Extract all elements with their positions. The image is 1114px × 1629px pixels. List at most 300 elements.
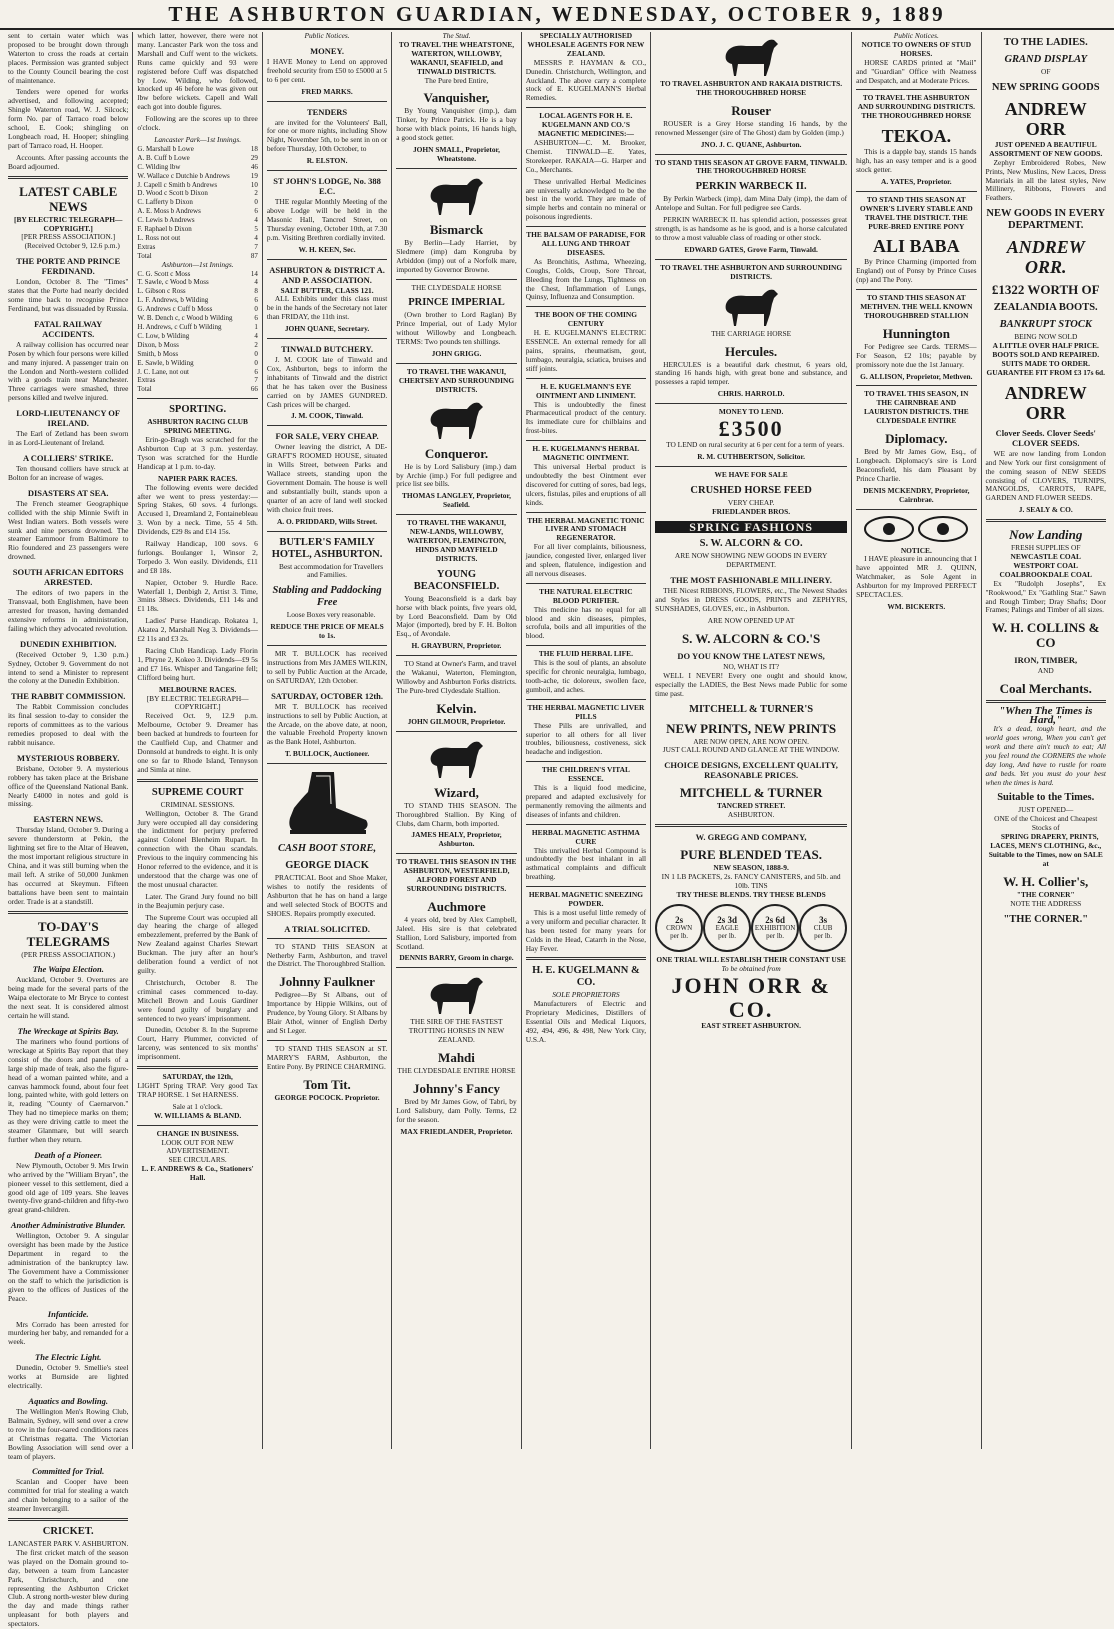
ad-heading: "When The Times is Hard," [999,705,1093,727]
blend-name: EAGLE [715,923,739,932]
batsman-name: C. Low, b Wilding [137,331,190,340]
blend-unit: per lb. [670,931,689,940]
scorecard-row [137,296,257,305]
scorecard-row [137,368,257,377]
batsman-runs: 2 [254,340,258,349]
ad-signature: A. YATES, Proprietor. [881,176,952,186]
section-subheading: ASHBURTON RACING CLUB SPRING MEETING. [147,417,248,436]
ad-signature: JOHN GILMOUR, Proprietor. [407,716,506,726]
horse-icon [421,173,491,217]
ad-heading: ANDREW ORR [1004,98,1087,139]
article-heading: A COLLIERS' STRIKE. [22,453,114,463]
article-heading: DISASTERS AT SEA. [27,487,109,498]
ad-text: AND [1037,666,1054,676]
horse-name: Hercules. [725,343,778,359]
ad-heading: £1322 WORTH OF [991,282,1100,298]
section-heading: TO-DAY'S TELEGRAMS [26,918,110,949]
ad-signature: T. BULLOCK, Auctioneer. [284,749,370,759]
ad-signature: WM. BICKERTS. [887,601,946,611]
ad-heading: THE BALSAM OF PARADISE, FOR ALL LUNG AND THROAT DISEASES. [526,230,646,257]
article-text: The Rabbit Commission concludes its final session to-day to consider the reports of committees as to the various remedies proposed to deal with the rabbit nuisance. [8,702,129,747]
ad-text: JUST OPENED— [1018,805,1074,815]
ad-heading: THE NATURAL ELECTRIC BLOOD PURIFIER. [539,586,633,605]
batsman-name: J. Capell c Smith b Andrews [137,180,218,189]
article-text: Accounts. After passing accounts the Board adjourned. [8,152,129,171]
ad-text: THE regular Monthly Meeting of the above Lodge will be held in the Masonic Hall, Tancred Street, on Thursday evening, October 10th, at 7.30 p.m. Visiting Brethren cordially invited. [266,197,388,242]
ad-signature: GEORGE POCOCK. Proprietor. [274,1092,380,1102]
ad-heading: H. E. KUGELMANN'S EYE OINTMENT AND LINIMENT. [536,381,636,400]
horse-name: Johnny Faulkner [279,974,375,990]
ad-heading: MONEY TO LEND. [718,407,784,417]
ad-heading: MITCHELL & TURNER'S [689,703,814,715]
scorecard-row [137,234,257,243]
ad-signature: W. H. KEEN, Sec. [298,244,356,254]
ad-text: By Berlin—Lady Harriet, by Sledmere (imp) dam Kongruba by Arbiddon (imp) out of a Norfolk mare, imported by Governor Browne. [396,237,517,274]
horse-icon [716,284,786,328]
article-text: Mrs Corrado has been arrested for murdering her baby, and remanded for a week. [8,1319,129,1347]
scorecard-row [137,216,257,225]
ad-text: This medicine has no equal for all blood and skin diseases, pimples, scrofula, boils and all impurities of the blood. [525,604,647,641]
horse-name: YOUNG BEACONSFIELD. [413,568,500,592]
ad-text: BEING NOW SOLD [1014,332,1078,342]
ad-heading: NEW GOODS IN EVERY DEPARTMENT. [986,208,1106,232]
article-text: Ten thousand colliers have struck at Bolton for an increase of wages. [8,464,129,482]
ad-text: JUST OPENED A BEAUTIFUL ASSORTMENT OF NEW GOODS. [989,139,1103,158]
ad-text: TO STAND THIS SEASON. The Thoroughbred Stallion. By King of Clubs, dam Charm, both imported. [396,800,517,828]
article-text: which latter, however, there were not many. Lancaster Park won the toss and Marshall and Cuff went to the wickets. Runs came quickly and 93 were registered before Cuff was dispatched by Low. Wilding, who followed, knocked up 46 before he was given out lbw before wickets. Capell and Wall each got into double figures. [137,31,258,112]
ad-text: For all liver complaints, biliousness, jaundice, congested liver, enlarged liver and spleen, flatulence, indigestion and all nervous diseases. [525,542,647,578]
batsman-runs: 7 [254,242,258,251]
ad-text: (Own brother to Lord Raglan) By Prince Imperial, out of Lady Mylor without Willowby and Longbeach. TERMS: Two pounds ten shillings. [396,310,517,347]
ad-signature: JOHN SMALL, Proprietor, Wheatstone. [412,145,500,163]
blend-name: EXHIBITION [754,923,796,932]
scorecard-row [137,385,257,394]
ad-heading: H. E. KUGELMANN & CO. [532,965,640,989]
ad-text: IN 1 LB PACKETS, 2s. FANCY CANISTERS, and 5lb. and 10lb. TINS [661,872,841,890]
section-heading: SUPREME COURT [151,786,244,798]
ad-text: To be obtained from [721,963,781,973]
column-1 [4,31,133,1629]
ad-heading: THE BOON OF THE COMING CENTURY [534,310,638,329]
blend-price: 2s 6d [765,914,785,925]
scorecard-heading: Lancaster Park—1st Innings. [154,134,242,144]
horse-name: PERKIN WARBECK II. [695,181,807,193]
tea-blend-badge [655,904,703,952]
ad-heading: FOR SALE, VERY CHEAP. [275,431,379,442]
article-heading: Infanticide. [47,1308,89,1319]
scorecard-row [137,332,257,341]
ad-text: The Pure bred Entire, [424,75,489,85]
batsman-name: Extras [137,376,156,385]
section-subheading: LANCASTER PARK V. ASHBURTON. [8,1539,129,1549]
batsman-name: E. Sawle, b Wilding [137,358,194,367]
ad-text: LOOK OUT FOR NEW ADVERTISEMENT. [161,1137,234,1156]
ad-text: H. E. KUGELMANN'S ELECTRIC ESSENCE. An external remedy for all pains, sprains, rheumatism, gout, lumbago, neuralgia, sciatica, bruises and stiff joints. [525,328,647,373]
ad-heading: S. W. ALCORN & CO. [699,538,803,550]
ad-heading: A TRIAL SOLICITED. [284,923,370,934]
article-text: Tenders were opened for works advertised, and following accepted; Shingle Waterton road, W. J. Silcock; form No. par of Tarraco road below school, E. Cook; shingling on Longbeach road, H. Hooper; shingling part of Tarraco road, H. Hooper. [8,87,129,150]
boot-icon [282,768,372,838]
section-heading: Public Notices. [893,31,939,40]
batsman-name: W. Wallace c Dutchie b Andrews [137,171,230,180]
ad-heading: ASHBURTON & DISTRICT A. AND P. ASSOCIATION. [269,264,385,285]
ad-heading: NEW SPRING GOODS [991,81,1100,93]
horse-name: TEKOA. [881,126,952,147]
section-subheading: [BY ELECTRIC TELEGRAPH—COPYRIGHT.] [14,214,123,233]
ad-text: HORSE CARDS printed at "Mail" and "Guardian" Office with Neatness and Despatch, and at Moderate Prices. [856,57,977,85]
ad-heading: HERBAL MAGNETIC SNEEZING POWDER. [528,890,643,909]
article-text: The first cricket match of the season was played on the Domain ground to-day, between a team from Lancaster Park, Christchurch, and one representing the Ashburton Cricket Club. A strong north-wester blew during the day and made things rather unpleasant for both players and spectators. [8,1547,129,1629]
batsman-runs: 0 [254,358,258,367]
horse-name: Mahdi [438,1050,475,1066]
section-heading: SPORTING. [169,404,227,416]
article-heading: THE RABBIT COMMISSION. [11,691,126,702]
blend-price: 2s 3d [717,914,737,925]
ad-heading: "THE CORNER." [1003,913,1089,925]
ad-text: Bred by Mr James Gow, Esq., of Longbeach. Diplomacy's sire is Lord Beaconsfield, his dam Pleasant by Prince Charlie. [856,447,977,483]
scorecard-row [137,172,257,181]
column-8 [982,32,1110,1449]
ad-text: WELL I NEVER! Every one ought and should know, especially the LADIES, the Best News made Public for some time past. [655,670,848,698]
ad-text: Pedigree—By St Albans, out of Importance by Hippie Wilkins, out of Prudence, by Young Glory. St Albans by Blair Athol, winner of English Derby and St Leger. [266,990,388,1035]
ad-text: I HAVE Money to Lend on approved freehold security from £50 to £5000 at 5 to 6 per cent. [266,56,388,84]
article-heading: MYSTERIOUS ROBBERY. [17,752,120,763]
horse-name: Conqueror. [424,445,489,461]
ad-signature: FRED MARKS. [301,86,353,96]
scorecard-row [137,314,257,323]
batsman-name: L. F. Andrews, b Wilding [137,296,209,305]
ad-subheading: SALT BUTTER, CLASS 121. [280,285,374,295]
batsman-name: T. Sawle, c Wood b Moss [137,278,209,287]
ad-heading: TO STAND THIS SEASON AT GROVE FARM, TINWALD. THE THOROUGHBRED HORSE [655,157,848,176]
ad-heading: NEW PRINTS, NEW PRINTS [666,720,837,736]
columns [4,31,1110,1629]
ad-text: MR T. BULLOCK has received instructions to sell by Public Auction, at the Arcade, on the above date, at noon, the valuable Freehold Property known as the Bank Hotel, Ashburton. [266,701,388,747]
ad-text: These unrivalled Herbal Medicines are universally acknowledged to be the best in the world. They are made of simple herbs and contain no mineral or poisonous ingredients. [525,176,647,222]
blend-unit: per lb. [814,931,833,940]
ad-text: ARE NOW SHOWING NEW GOODS IN EVERY DEPARTMENT. [674,551,828,570]
article-text: New Plymouth, October 9. Mrs Irwin who arrived by the "William Bryan", the pioneer vessel to this settlement, died a good old age of 109 years. She leaves twenty-five grand-children and fifty-two great grand-children. [8,1160,129,1215]
scorecard-row [137,376,257,385]
ad-heading: MONEY. [310,45,345,56]
ad-signature: FRIEDLANDER BROS. [712,506,791,516]
batsman-runs: 4 [254,331,258,340]
horse-icon [421,397,491,441]
ad-heading: THE HERBAL MAGNETIC LIVER PILLS [527,702,645,721]
ad-text: Young Beaconsfield is a dark bay horse with black points, five years old, by Lord Beaconsfield. Dam by Old Major (imported), bred by F. H. Bolton Esq., of Avondale. [396,593,517,639]
article-heading: The Electric Light. [35,1352,102,1363]
ad-heading: TO TRAVEL THE ASHBURTON AND SURROUNDING DISTRICTS. THE THOROUGHBRED HORSE [857,93,975,121]
ad-heading: Now Landing [1009,527,1083,543]
ad-text: This is the soul of plants, an absolute specific for chronic neuralgia, lumbago, tooth-ache, tic doloreux, swollen face, gumboil, and aches. [525,658,647,694]
article-text: (Received October 9, 1.30 p.m.) Sydney, October 9. Government do not intend to send a Minister to represent the colony at the Dunedin Exhibition. [8,649,129,686]
ad-heading: TO TRAVEL THE ASHBURTON AND SURROUNDING DISTRICTS. [660,262,843,281]
ad-signature: JOHN QUANE, Secretary. [284,324,370,334]
ad-text: MESSRS P. HAYMAN & CO., Dunedin. Christchurch, Wellington, and Auckland. The above carry a complete stock of E. KUGELMANN'S Herbal Remedies. [525,57,647,103]
horse-icon [716,34,786,78]
ad-heading: SPECIALLY AUTHORISED WHOLESALE AGENTS FOR NEW ZEALAND. [527,31,645,58]
ad-signature: R. ELSTON. [306,156,348,166]
column-5 [522,32,651,1449]
scorecard-row [137,163,257,172]
ad-heading: ANDREW ORR [1004,382,1087,423]
tea-blends [655,904,847,952]
batsman-name: D. Wood c Scott b Dixon [137,189,208,198]
batsman-name: Extras [137,242,156,251]
ad-text: THE CLYDESDALE HORSE [411,282,502,292]
scorecard-row [137,145,257,154]
section-subheading: [PER PRESS ASSOCIATION.] [21,232,116,242]
article-heading: Aquatics and Bowling. [28,1395,108,1406]
article-text: Wellington, October 9. A singular oversight has been made by the Justice Department in regard to the administration of the bankruptcy law. The Government have a Commissioner on the staff to which the jurisdiction is given to the offices of Justices of the Peace. [8,1231,129,1303]
horse-name: Kelvin. [436,700,477,716]
ad-heading: CRUSHED HORSE FEED [690,484,812,496]
ad-heading: BUTLER'S FAMILY HOTEL, ASHBURTON. [271,536,383,560]
ad-heading: THE FLUID HERBAL LIFE. [538,649,633,659]
spectacles-icon [861,514,971,544]
article-text: The mariners who found portions of wreckage at Spirits Bay report that they consist of the doors and panels of a large ship made of teak, also the figure-head of a woman painted white, and a canvas hammock found, about four feet long, painted white, with gold letters on it, reading "County of Caernarvon." They had no timepiece marks on them; as they were driving cattle to meet the steamer Glanmare, but will search further when they return. [8,1036,129,1144]
ad-signature: W. WILLIAMS & BLAND. [153,1110,242,1120]
scorecard-row [137,323,257,332]
article-text: Racing Club Handicap. Lady Florin 1, Phryne 2, Kokeo 3. Dividends—£9 5s and £7 16s. Whisper and Tangarine fell; Clifford being hurt. [137,646,258,682]
ad-text: THE CLYDESDALE ENTIRE HORSE [397,1066,516,1076]
batsman-name: J. C. Lane, not out [137,367,189,376]
ad-signature: DENIS MCKENDRY, Proprietor, Cairnbrae. [863,485,970,504]
section-subheading: NAPIER PARK RACES. [157,473,238,483]
horse-name: Wizard, [434,784,479,800]
article-heading: DUNEDIN EXHIBITION. [20,638,117,649]
horse-icon [421,736,491,780]
batsman-name: H. Andrews, c Cuff b Wilding [137,323,222,331]
article-text: The editors of two papers in the Transvaal, both Englishmen, have been arrested for treason, having demanded extensive reforms in administration, failing which they advocated revolution. [8,588,129,633]
article-heading: Death of a Pioneer. [34,1149,103,1160]
scorecard-heading: Ashburton—1st Innings. [161,259,234,269]
ad-heading: TO TRAVEL ASHBURTON AND RAKAIA DISTRICTS. THE THOROUGHBRED HORSE [660,79,843,97]
ad-heading: W. H. COLLINS & CO [991,620,1100,651]
batsman-name: Total [137,385,152,394]
ad-text: PERKIN WARBECK II. has splendid action, possesses great strength, is as handsome as he is good, and is a horse calculated to throw a most valuable class of roading or other stock. [655,215,848,242]
horse-name: Johnny's Fancy [412,1081,500,1096]
ad-text: These Pills are unrivalled, and superior to all others for all liver troubles, biliousness, costiveness, sick headache and indigestion. [525,720,647,757]
batsman-runs: 6 [254,207,258,216]
ad-heading: TO TRAVEL THE WAKANUI, NEW-LANDS, WILLOWBY, WATERTON, FLEMINGTON, HINDS AND MAYFIELD DISTRICTS. [406,518,507,563]
ad-text: SEE CIRCULARS. [168,1155,227,1165]
ad-text: Sale at 1 o'clock. [172,1101,223,1111]
article-text: Christchurch, October 8. The criminal cases commenced to-day. Mitchell Brown and Louis Gardiner were found guilty of burglary and sentenced to two years' imprisonment. [137,977,258,1023]
horse-name: PRINCE IMPERIAL [408,297,505,309]
dateline: (Received October 9, 12.6 p.m.) [24,241,120,251]
ad-text: TRY THESE BLENDS. TRY THESE BLENDS [676,889,826,899]
ad-heading: DO YOU KNOW THE LATEST NEWS, [677,650,825,661]
scorecard-row [137,243,257,252]
blend-name: CROWN [666,923,693,932]
ad-text: THE SIRE OF THE FASTEST TROTTING HORSES IN NEW ZEALAND. [408,1017,505,1045]
ad-signature: A. O. PRIDDARD, Wills Street. [276,516,378,526]
ad-heading: JOHN ORR & CO. [671,972,831,1022]
article-text: Ladies' Purse Handicap. Rokatea 1, Akatea 2, Marshall Neg 3. Dividends—£2 11s and £3 2s. [137,616,258,644]
ad-text: He is by Lord Salisbury (imp.) dam by Archie (imp.) For full pedigree and price list see bills. [396,461,517,489]
article-heading: THE PORTE AND PRINCE FERDINAND. [16,256,121,277]
ad-signature: MAX FRIEDLANDER, Proprietor. [400,1126,513,1136]
ad-text: FRESH SUPPLIES OF [1011,543,1081,553]
column-4 [392,32,521,1449]
ad-heading: TO THE LADIES. [1003,37,1088,48]
ad-heading: Coal Merchants. [999,681,1092,697]
ad-heading: TINWALD BUTCHERY. [281,344,374,355]
batsman-runs: 5 [254,225,258,234]
ad-text: EAST STREET ASHBURTON. [701,1020,801,1030]
ad-text: LIGHT Spring TRAP. Very good Tax TRAP HORSE. 1 Set HARNESS. [137,1080,258,1099]
batsman-runs: 8 [254,287,258,296]
batsman-name: Smith, b Moss [137,349,179,358]
batsman-name: C. G. Scott c Moss [137,269,191,278]
scorecard-row [137,341,257,350]
ad-text: are invited for the Volunteers' Ball, for one or more nights, including Show Night, November 5th, to be sent in on or before Thursday, 10th October, to [266,117,388,154]
ad-heading: MITCHELL & TURNER [679,785,823,801]
batsman-name: L. Ross not out [137,233,181,242]
batsman-name: W. B. Dench c, c Wood b Wilding [137,314,233,323]
ad-text: HERCULES is a beautiful dark chestnut, 6 years old, standing 16 hands high, with great bone and substance, and possesses a rapid temper. [655,359,848,387]
ad-text: By Perkin Warbeck (imp), dam Mina Daly (imp), the dam of Antelope and Sultan. For full pedigree see Cards. [655,194,848,213]
article-text: The French steamer Geographique collided with the ship Minnie Swift in West Indian waters. Both vessels were sunk and nine persons drowned. The steamer Earnmoor from Baltimore to Rio foundered and 23 passengers were drowned. [8,498,129,562]
ad-heading: THE MOST FASHIONABLE MILLINERY. [670,575,832,586]
ad-heading: W. GREGG AND COMPANY, [695,832,807,843]
blend-price: 2s [675,914,684,925]
ad-text: This unrivalled Herbal Compound is undoubtedly the best inhalant in all asthmatical complaints and difficult breathing. [525,845,647,882]
article-text: Auckland, October 9. Overtures are being made for the several parts of the Waipa electorate to Mr Bryce to contest the next seat. It is considered almost certain he will stand. [8,975,129,1021]
column-3 [263,32,392,1449]
ad-heading: TO TRAVEL THIS SEASON, IN THE CAIRNBRAE AND LAURISTON DISTRICTS. THE CLYDESDALE ENTIRE [863,389,969,426]
batsman-runs: 0 [254,305,258,314]
ad-text: Loose Boxes very reasonable. [286,610,376,620]
batsman-name: A. B. Cuff b Lowe [137,153,190,162]
poem-text: It's a dead, tough heart, and the world goes wrong, When you can't get work and there ain't much to eat; All you feel round the CORNERS the whole day long, And have to rustle for roam and beds. Yet you must do your best when the times is hard. [985,724,1106,787]
ad-text: This universal Herbal product is undoubtedly the best Ointment ever discovered for cutting of sores, bad legs, ulcers, fistulas, piles and eruptions of all kinds. [525,461,647,507]
ad-text: OF [1041,67,1051,76]
ad-heading: IRON, TIMBER, [1014,655,1078,666]
ad-signature: JOHN GRIGG. [431,349,482,359]
article-text: Napier, October 9. Hurdle Race. Waterfall 1, Denbigh 2, Artist 3. Time, 3mins 38secs. Dividends, £11 14s and £1 18s. [137,577,258,614]
batsman-runs: 6 [254,314,258,323]
ad-text: By Young Vanquisher (imp.), dam Tinker, by Prince Patrick. He is a bay horse with black points, 16 hands high, a good stock getter. [396,106,517,143]
ad-signature: EDWARD GATES, Grove Farm, Tinwald. [684,244,818,254]
ad-heading: ZEALANDIA BOOTS. [993,302,1098,314]
section-subheading: MELBOURNE RACES. [159,684,237,694]
batsman-runs: 18 [250,144,258,153]
ad-heading: THE HERBAL MAGNETIC TONIC LIVER AND STOMACH REGENERATOR. [527,515,645,543]
ad-heading: PURE BLENDED TEAS. [680,847,822,863]
batsman-name: L. Gibson c Ross [137,287,186,296]
ad-banner: SPRING FASHIONS [655,521,847,534]
batsman-runs: 6 [254,296,258,305]
section-heading: LATEST CABLE NEWS [19,183,118,214]
horse-name: Tom Tit. [303,1076,351,1092]
ad-signature: G. ALLISON, Proprietor, Methven. [860,371,973,381]
ad-heading: H. E. KUGELMANN'S HERBAL MAGNETIC OINTMENT. [532,444,640,463]
scorecard-row [137,207,257,216]
article-heading: SOUTH AFRICAN EDITORS ARRESTED. [12,567,124,588]
article-text: sent to certain water which was proposed to be brought down through Waterton to cross the roads at certain places. Permission was granted subject to the County Council bearing the cost of maintenance. [8,31,129,85]
scorecard-row [137,359,257,368]
ad-heading: TENDERS [306,106,348,117]
ad-heading: CASH BOOT STORE, [277,843,377,855]
ad-heading: NOTICE TO OWNERS OF STUD HORSES. [861,39,972,58]
ad-heading: TO TRAVEL THE WAKANUI, CHERTSEY AND SURROUNDING DISTRICTS. [398,366,515,394]
article-heading: Another Administrative Blunder. [10,1220,126,1231]
loan-amount: £3500 [718,416,784,442]
ad-text: TO STAND THIS SEASON at ST. MARRY'S FARM, Ashburton, the Entire Pony. By PRINCE CHARMING. [266,1043,388,1071]
column-2 [133,32,262,1449]
article-text: Scanlan and Cooper have been committed for trial for stealing a watch and chain belonging to a sailor of the steamer Invercargill. [8,1477,129,1514]
article-text: Later. The Grand Jury found no bill in the Beajumin perjury case. [137,891,258,910]
ad-signature: L. F. ANDREWS & Co., Stationers' Hall. [141,1164,254,1183]
ad-text: GUARANTEE FIT FROM £3 17s 6d. [986,367,1106,377]
ad-heading: GEORGE DIACK [285,860,369,872]
section-subheading: [BY ELECTRIC TELEGRAPH—COPYRIGHT.] [146,693,249,712]
horse-name: Vanquisher, [423,90,490,106]
batsman-runs: 14 [250,269,258,278]
batsman-name: A. E. Moss b Andrews [137,207,201,216]
ad-text: THE CARRIAGE HORSE [711,328,792,338]
ad-signature: THOMAS LANGLEY, Proprietor, Seafield. [402,491,511,510]
scorecard-row [137,181,257,190]
article-text: London, October 8. The "Times" states that the Porte had nearly decided some time back to recognise Prince Ferdinand, but was dissuaded by Russia. [8,277,129,313]
article-text: Wellington, October 8. The Grand Jury were occupied all day considering the indictment for perjury preferred against Colonel Blenheim Rupart. In connection with the Ohau scandals. Previous to the inquiry commencing his Honor referred to the evidence, and it is understood that the charge was one of the most unusual character. [137,808,258,889]
horse-name: ALI BABA [873,236,960,257]
horse-name: Auchmore [427,898,486,914]
article-text: Thursday Island, October 9. During a severe thunderstorm at Pekin, the lightning set fire to the Altar of Heaven, the most important religious structure in China, and it was still burning when the mail left. A strike of 50,000 Junkmen has occurred at Skeymun. Fifteen battalions have been sent to maintain order. Trade is at a standstill. [8,825,129,906]
ad-signature: R. M. CUTHBERTSON, Solicitor. [697,451,805,461]
article-text: Railway Handicap, 100 sovs. 6 furlongs. Boulanger 1, Winsor 2, Torpedo 3. Won easily. Dividends, £11 and £8 18s. [137,539,258,575]
batsman-runs: 29 [250,153,258,162]
ad-text: As Bronchitis, Asthma, Wheezing, Coughs, Colds, Croup, Sore Throat, Bleeding from the Lungs, Tightness on the Chest, Inflammation of Lungs, Quinsy, Influenza and Consumption. [525,256,647,302]
ad-text: NO, WHAT IS IT? [723,661,780,671]
ad-text: THE Nicest RIBBONS, FLOWERS, etc., The Newest Shades and Styles in DRESS GOODS, PRINTS and ZEPHYRS, SUNSHADES, GLOVES, etc., in Ashburton. [655,586,848,614]
section-subheading: CRIMINAL SESSIONS. [160,799,235,809]
batsman-runs: 0 [254,198,258,207]
section-heading: CRICKET. [42,1526,94,1538]
scorecard-row [137,225,257,234]
ad-signature: J. SEALY & CO. [1018,505,1073,515]
ad-text: Bred by Mr James Gow, of Tabri, by Lord Salisbury, dam Polly. Terms, £2 for the season. [396,1097,517,1124]
masthead-title: THE ASHBURTON GUARDIAN, WEDNESDAY, OCTOBER 9, 1889 [168,1,946,26]
ad-heading: CHANGE IN BUSINESS. [156,1128,239,1138]
ad-text: TO LEND on rural security at 6 per cent for a term of years. [666,440,845,450]
ad-text: TANCRED STREET. [716,801,786,811]
tea-blend-badge [751,904,799,952]
ad-text: Zephyr Embroidered Robes, New Prints, New Muslins, New Laces, Dress Materials in all the latest styles, New Millinery, Ribbons, Flowers and Feathers. [985,157,1106,203]
ad-text: TO Stand at Owner's Farm, and travel the Wakanui, Waterton, Flemington, Willowby and Ashburton Forks districts. The Pure-bred Clydesdale Stallion. [396,659,517,695]
ad-heading: TO TRAVEL THE WHEATSTONE, WATERTON, WILLOWBY, WAKANUI, SEAFIELD, and TINWALD DISTRICTS. [398,39,515,76]
ad-text: WESTPORT COAL [1013,560,1079,570]
ad-text: ROUSER is a Grey Horse standing 16 hands, by the renowned Messenger (sire of The Ghost) dam by Golden (imp.) [655,118,848,137]
batsman-name: G. Marshall b Lowe [137,144,194,153]
ad-heading: Stabling and Paddocking Free [272,585,382,609]
ad-subheading: SOLE PROPRIETORS [552,990,620,1000]
batsman-runs: 0 [254,349,258,358]
scorecard-row [137,287,257,296]
column-7 [852,32,981,1449]
ad-text: JUST CALL ROUND AND GLANCE AT THE WINDOW. [662,745,840,755]
scorecard-row [137,350,257,359]
column-6 [651,32,852,1449]
ad-text: ALL Exhibits under this class must be in the hands of the Secretary not later than FRIDAY, the 11th inst. [266,294,388,322]
horse-name: Rouser [731,102,771,118]
article-text: Received Oct. 9, 12.9 p.m. Melbourne, October 9. Dreamer has been backed at hundreds to fourteen for the Caulfield Cup, and Chatmer and Donnsold at hundreds to eight. It is only one so far to Rhode Island, Tennyson and Simla at nine. [137,711,258,774]
ad-signature: H. GRAYBURN, Proprietor. [411,641,502,651]
ad-text: MR T. BULLOCK has received instructions from Mrs JAMES WILKIN, to sell by Public Auction at the Arcade, on SATURDAY, 12th October. [266,649,388,685]
horse-name: Bismarck [429,221,484,237]
